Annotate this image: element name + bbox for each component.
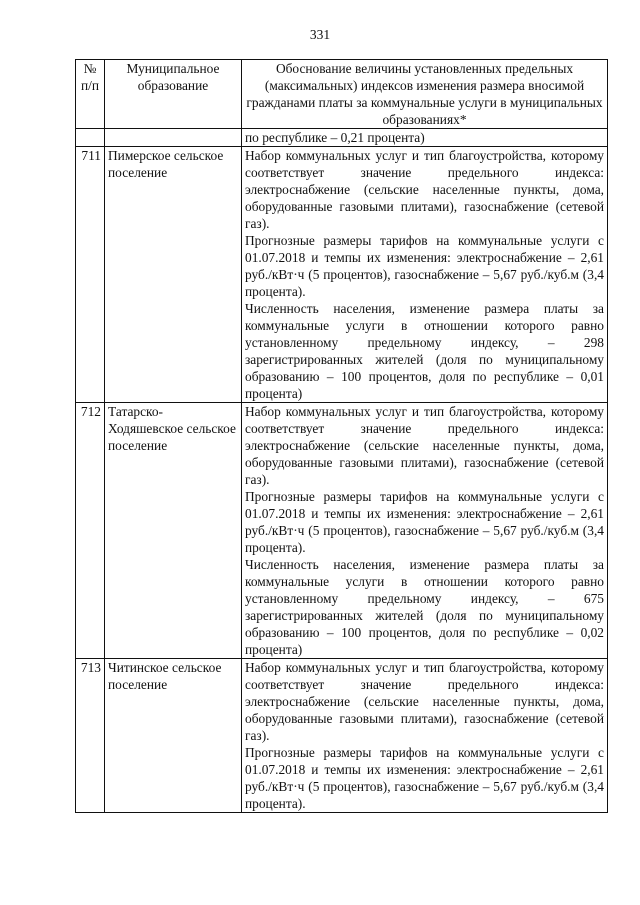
justification-cell [242, 403, 608, 659]
page-number: 331 [309, 27, 331, 42]
population-paragraph: Численность населения, изменение размера платы за коммунальные услуги в отношении которого равно установленному предельному индексу, – 675 зарегистрированных жителей (доля по муниципальному образованию – 100 процентов, доля по республике – 0,02 процента) [245, 557, 604, 657]
table-header-row [76, 60, 608, 129]
header-num: № п/п [76, 60, 105, 129]
continuation-num-cell [76, 129, 105, 147]
continuation-text: по республике – 0,21 процента) [242, 129, 608, 147]
table-row [76, 403, 608, 659]
table-row [76, 147, 608, 403]
header-justification: Обоснование величины установленных предельных (максимальных) индексов изменения размера вносимой гражданами платы за коммунальные услуги в муниципальных образованиях* [242, 60, 608, 129]
tariffs-paragraph: Прогнозные размеры тарифов на коммунальные услуги с 01.07.2018 и темпы их изменения: электроснабжение – 2,61 руб./кВт·ч (5 процентов), газоснабжение – 5,67 руб./куб.м (3,4 процента). [245, 745, 604, 811]
tariff-table [75, 59, 608, 813]
population-paragraph: Численность населения, изменение размера платы за коммунальные услуги в отношении которого равно установленному предельному индексу, – 298 зарегистрированных жителей (доля по муниципальному образованию – 100 процентов, доля по республике – 0,01 процента) [245, 301, 604, 401]
services-paragraph: Набор коммунальных услуг и тип благоустройства, которому соответствует значение предельного индекса: электроснабжение (сельские населенные пункты, дома, оборудованные газовыми плитами), газоснабжение (сетевой газ). [245, 660, 604, 743]
row-number: 712 [76, 403, 105, 659]
services-paragraph: Набор коммунальных услуг и тип благоустройства, которому соответствует значение предельного индекса: электроснабжение (сельские населенные пункты, дома, оборудованные газовыми плитами), газоснабжение (сетевой газ). [245, 148, 604, 231]
municipality-name: Татарско-Ходяшевское сельское поселение [105, 403, 242, 659]
continuation-muni-cell [105, 129, 242, 147]
justification-cell [242, 659, 608, 813]
continuation-row [76, 129, 608, 147]
municipality-name: Читинское сельское поселение [105, 659, 242, 813]
row-number: 711 [76, 147, 105, 403]
municipality-name: Пимерское сельское поселение [105, 147, 242, 403]
tariffs-paragraph: Прогнозные размеры тарифов на коммунальные услуги с 01.07.2018 и темпы их изменения: электроснабжение – 2,61 руб./кВт·ч (5 процентов), газоснабжение – 5,67 руб./куб.м (3,4 процента). [245, 489, 604, 555]
table-row [76, 659, 608, 813]
row-number: 713 [76, 659, 105, 813]
header-municipality: Муниципальное образование [105, 60, 242, 129]
tariffs-paragraph: Прогнозные размеры тарифов на коммунальные услуги с 01.07.2018 и темпы их изменения: электроснабжение – 2,61 руб./кВт·ч (5 процентов), газоснабжение – 5,67 руб./куб.м (3,4 процента). [245, 233, 604, 299]
services-paragraph: Набор коммунальных услуг и тип благоустройства, которому соответствует значение предельного индекса: электроснабжение (сельские населенные пункты, дома, оборудованные газовыми плитами), газоснабжение (сетевой газ). [245, 404, 604, 487]
justification-cell [242, 147, 608, 403]
